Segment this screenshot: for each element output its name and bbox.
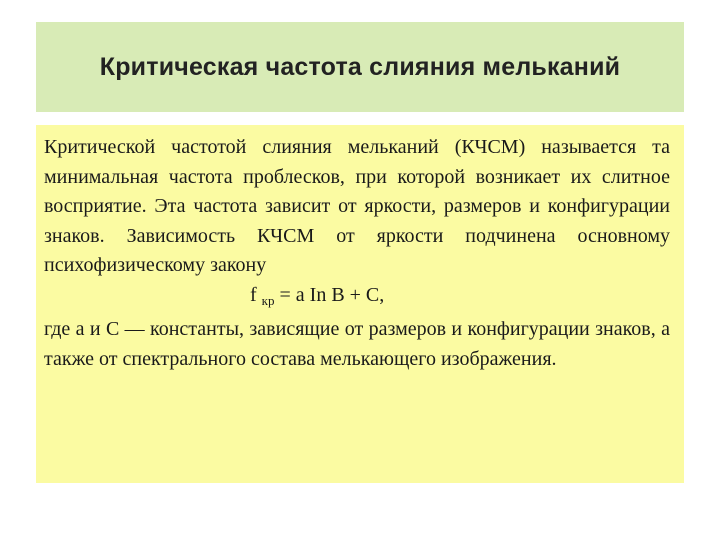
- formula-rhs: = a In B + C,: [279, 283, 385, 306]
- formula-subscript: кр: [261, 292, 275, 308]
- definition-paragraph: Критической частотой слияния мельканий (КЧСМ) называется та минимальная частота проблесков, при которой возникает их слитное восприятие. Эта частота зависит от яркости, размеров и конфигурации знаков. Зависимость КЧСМ от яркости подчинена основному психофизическому закону: [44, 136, 670, 276]
- formula-lhs: f: [250, 283, 257, 306]
- slide-title: Критическая частота слияния мельканий: [99, 52, 621, 81]
- content-panel: [36, 125, 684, 483]
- formula: [44, 281, 670, 316]
- constants-paragraph: где a и C — константы, зависящие от размеров и конфигурации знаков, а также от спектрального состава мелькающего изображения.: [44, 318, 670, 370]
- title-banner: [36, 22, 684, 112]
